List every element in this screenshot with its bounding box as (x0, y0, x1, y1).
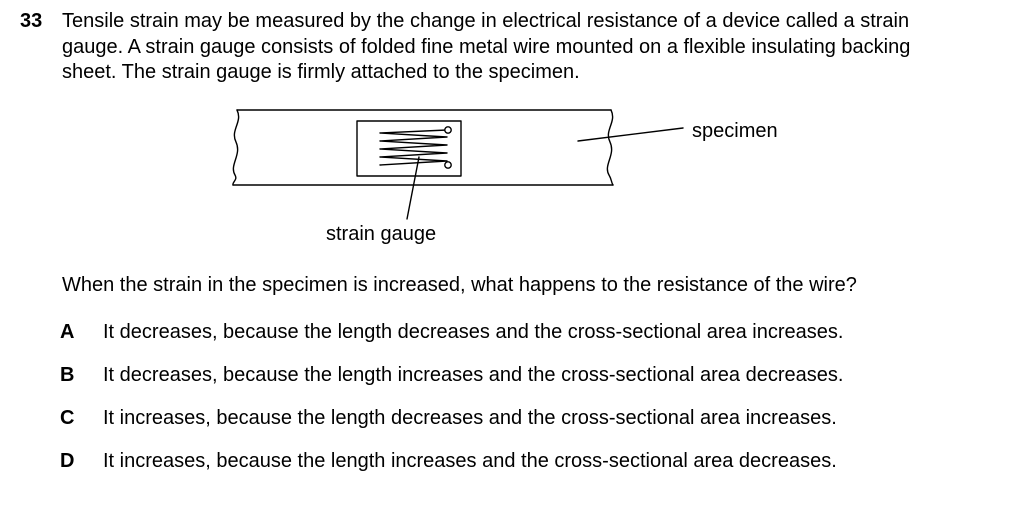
specimen-left-break (233, 110, 239, 185)
option-letter: D (60, 450, 75, 472)
option-text: It decreases, because the length increases and the cross-sectional area decreases. (103, 364, 844, 386)
question-number: 33 (20, 10, 43, 32)
option-text: It decreases, because the length decreases and the cross-sectional area increases. (103, 321, 844, 343)
gauge-leader-line (407, 157, 419, 219)
stem-line-3: sheet. The strain gauge is firmly attached to the specimen. (62, 61, 580, 83)
specimen-right-break (607, 110, 613, 185)
option-text: It increases, because the length increases and the cross-sectional area decreases. (103, 450, 837, 472)
stem-line-2: gauge. A strain gauge consists of folded fine metal wire mounted on a flexible insulating backing (62, 35, 911, 58)
option-letter: B (60, 364, 75, 386)
specimen-label: specimen (692, 120, 778, 142)
gauge-folded-wire (380, 130, 447, 165)
option-letter: A (60, 321, 75, 343)
wire-terminal-bottom (445, 162, 451, 168)
stem-line-1: Tensile strain may be measured by the change in electrical resistance of a device called a strain (62, 10, 910, 32)
question-prompt: When the strain in the specimen is increased, what happens to the resistance of the wire? (62, 274, 857, 296)
option-text: It increases, because the length decreases and the cross-sectional area increases. (103, 407, 837, 429)
option-letter: C (60, 407, 75, 429)
specimen-leader-line (578, 128, 683, 141)
strain-gauge-label: strain gauge (326, 223, 437, 245)
wire-terminal-top (445, 127, 451, 133)
